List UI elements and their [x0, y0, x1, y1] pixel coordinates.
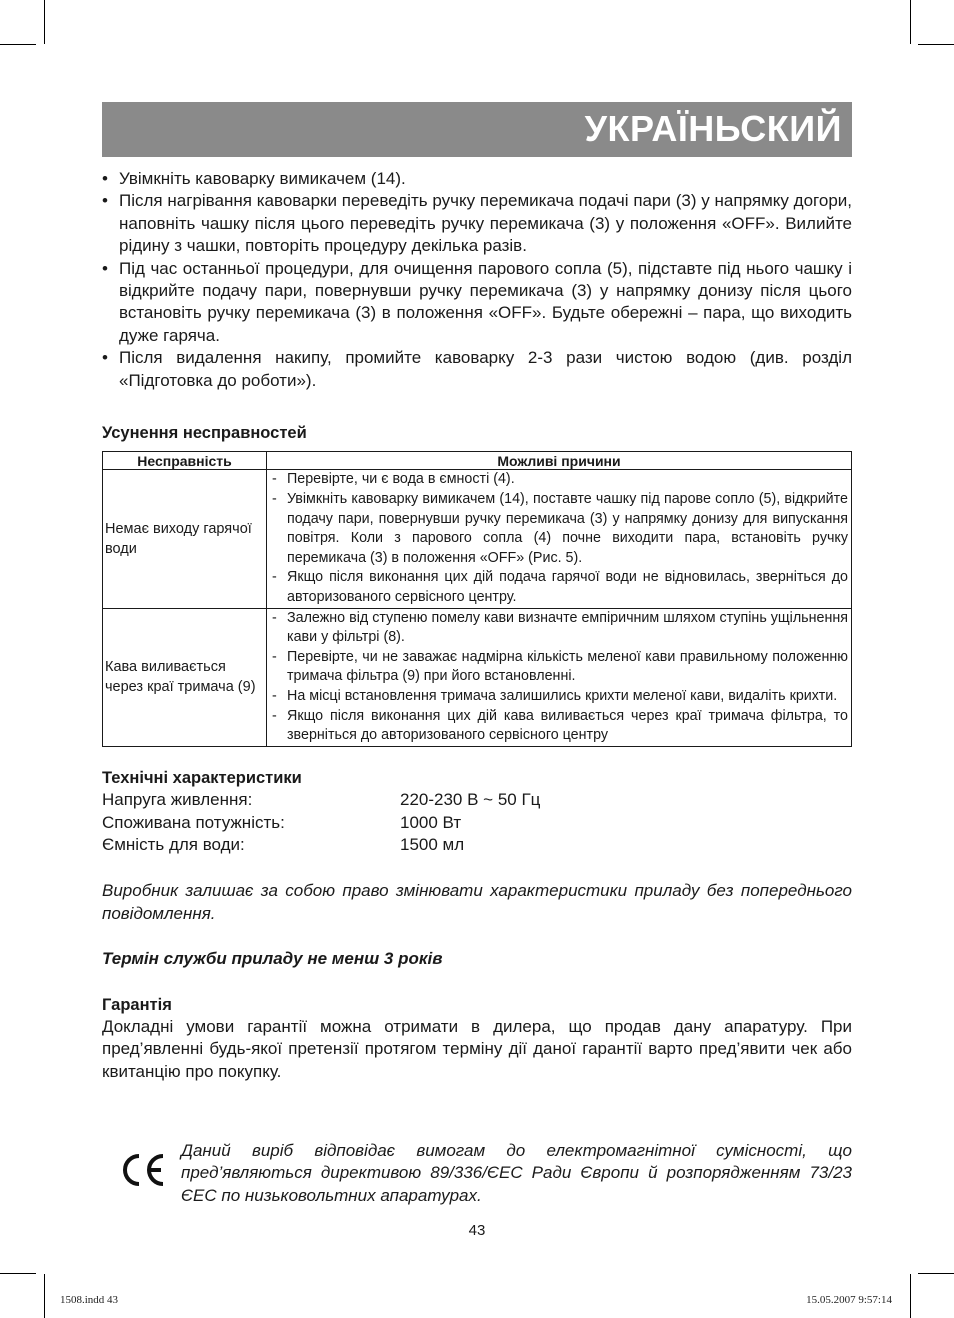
section-banner [102, 102, 852, 157]
page-content [102, 168, 852, 1083]
spec-label: Споживана потужність: [102, 812, 285, 832]
table-row [103, 470, 852, 608]
service-life: Термін служби приладу не менш 3 років [102, 949, 443, 969]
manufacturer-note: Виробник залишає за собою право змінювати характеристики приладу без попереднього повідомлення. [102, 881, 852, 923]
crop-mark [918, 1273, 954, 1274]
page-number: 43 [468, 1222, 486, 1239]
causes-cell [267, 470, 852, 608]
slug-date: 15.05.2007 9:57:14 [806, 1294, 892, 1306]
instruction-list [102, 168, 852, 392]
warranty-text: Докладні умови гарантії можна отримати в дилера, що продав дану апаратуру. При пред’явленні будь-якої претензії протягом терміну дії даної гарантії варто пред’явити чек або квитанцію про покупку. [102, 1017, 852, 1081]
page-title: УКРАЇНЬСКИЙ [584, 108, 842, 149]
spec-row [102, 789, 852, 811]
table-header-row [103, 452, 852, 470]
cause-item: - На місці встановлення тримача залишились крихти меленої кави, видаліть крихти. [272, 688, 838, 704]
crop-mark [0, 44, 36, 45]
warranty-heading: Гарантія [102, 995, 172, 1014]
list-item: • Після нагрівання кавоварки переведіть ручку перемикача подачі пари (3) у напрямку догори, наповніть чашку після цього переведіть ручку перемикача (3) у положення «OFF». Вилийте рідину з чашки, повторіть процедуру декілька разів. [102, 191, 852, 256]
spec-value: 1000 Вт [400, 812, 462, 832]
crop-mark [0, 1273, 36, 1274]
column-header-causes: Можливі причини [267, 452, 852, 470]
specs-heading: Технічні характеристики [102, 768, 302, 787]
troubleshooting-table [102, 451, 852, 746]
crop-mark [44, 1274, 45, 1318]
causes-cell [267, 608, 852, 746]
slug-file: 1508.indd 43 [60, 1294, 119, 1306]
crop-mark [910, 1274, 911, 1318]
cause-item: - Якщо після виконання цих дій подача гарячої води не відновилась, зверніться до авторизованого сервісного центру. [272, 569, 848, 606]
cause-item: - Перевірте, чи не заважає надмірна кількість меленої кави правильному положенню тримача фільтра (9) при його встановленні. [272, 648, 848, 685]
problem-cell: Кава виливається через краї тримача (9) [103, 608, 267, 746]
cause-item: - Перевірте, чи є вода в ємності (4). [272, 471, 515, 488]
cause-item: - Якщо після виконання цих дій кава виливається через краї тримача фільтра, то зверніться до авторизованого сервісного центру [272, 707, 848, 744]
cause-item: - Залежно від ступеню помелу кави визначте емпіричним шляхом ступінь ущільнення кави у фільтрі (8). [272, 609, 848, 646]
crop-mark [910, 0, 911, 44]
troubleshooting-heading: Усунення несправностей [102, 424, 307, 443]
cause-item: - Увімкніть кавоварку вимикачем (14), поставте чашку під парове сопло (5), відкрийте подачу пари, повернувши ручку перемикача (3) у напрямку донизу для випускання повітря. Коли з парового сопла (4) почне виходити пара, встановіть ручку перемикача (3) в положення «OFF» (Рис. 5). [272, 491, 848, 566]
spec-value: 220-230 В ~ 50 Гц [400, 790, 541, 810]
list-item: • Після видалення накипу, промийте кавоварку 2-3 рази чистою водою (див. розділ «Підготовка до роботи»). [102, 348, 852, 390]
ce-mark-icon [118, 1150, 168, 1190]
spec-row [102, 812, 852, 834]
ce-compliance-text: Даний виріб відповідає вимогам до електромагнітної сумісності, що пред’являються директивою 89/336/ЄЕС Ради Європи й розпорядженням 73/23 ЄЕС по низьковольтних апаратурах. [181, 1141, 852, 1205]
crop-mark [918, 44, 954, 45]
crop-mark [44, 0, 45, 44]
problem-cell: Немає виходу гарячої води [103, 470, 267, 608]
table-row [103, 608, 852, 746]
spec-label: Напруга живлення: [102, 790, 253, 810]
list-item: • Увімкніть кавоварку вимикачем (14). [102, 169, 406, 188]
list-item: • Під час останньої процедури, для очищення парового сопла (5), підставте під нього чашку і відкрийте подачу пари, повернувши ручку перемикача (3) у напрямку донизу після цього встановіть ручку перемикача (3) в положення «OFF». Будьте обережні – пара, що виходить дуже гаряча. [102, 258, 852, 345]
column-header-problem: Несправність [103, 452, 267, 470]
spec-label: Ємність для води: [102, 835, 245, 854]
spec-row [102, 834, 852, 856]
specs-section [102, 767, 852, 857]
spec-value: 1500 мл [400, 835, 465, 854]
